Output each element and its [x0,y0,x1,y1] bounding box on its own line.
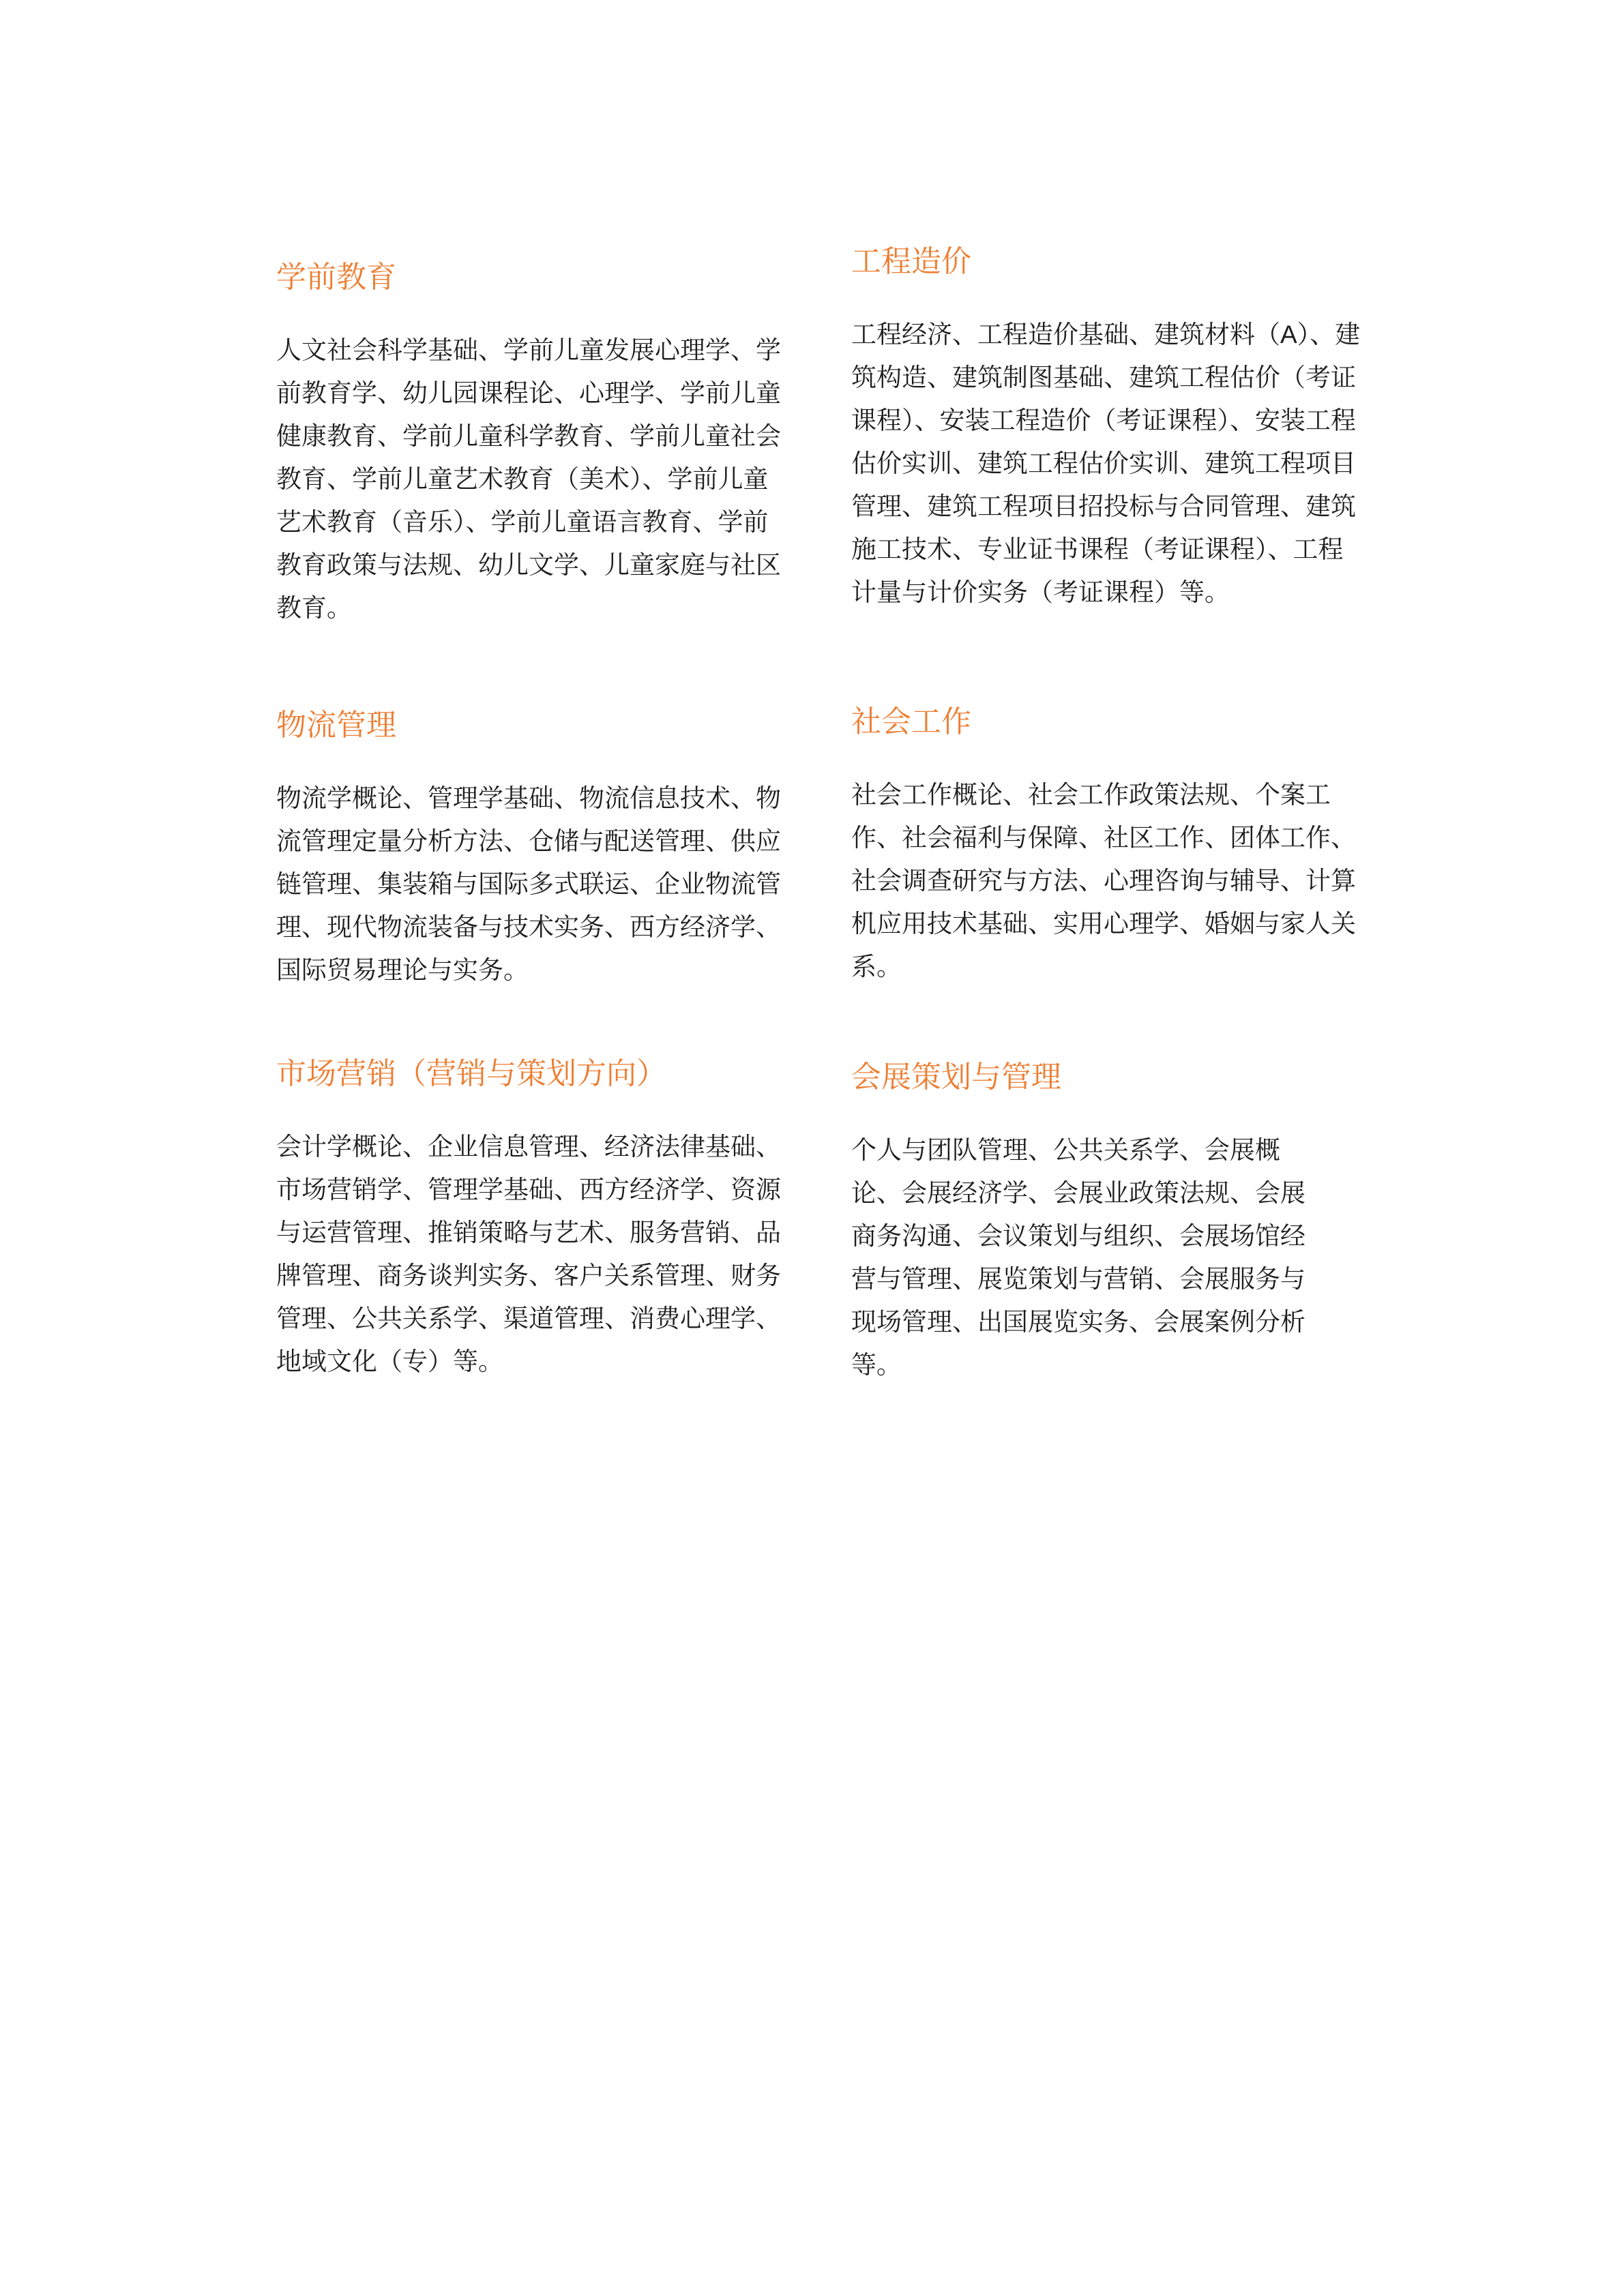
section-preschool-education [276,260,789,629]
section-social-work [851,707,1364,988]
section-engineering-cost [851,247,1364,614]
section-title-exhibition-planning: 会展策划与管理 [851,1060,1061,1094]
section-exhibition-planning [851,1062,1329,1386]
section-body-logistics-management: 物流学概论、管理学基础、物流信息技术、物流管理定量分析方法、仓储与配送管理、供应链管理、集装箱与国际多式联运、企业物流管理、现代物流装备与技术实务、西方经济学、国际贸易理论与实务。 [276,784,781,984]
section-body-social-work: 社会工作概论、社会工作政策法规、个案工作、社会福利与保障、社区工作、团体工作、社会调查研究与方法、心理咨询与辅导、计算机应用技术基础、实用心理学、婚姻与家人关系。 [851,781,1356,981]
section-body-exhibition-planning: 个人与团队管理、公共关系学、会展概论、会展经济学、会展业政策法规、会展商务沟通、会议策划与组织、会展场馆经营与管理、展览策划与营销、会展服务与现场管理、出国展览实务、会展案例分析等。 [851,1136,1305,1379]
section-body-marketing: 会计学概论、企业信息管理、经济法律基础、市场营销学、管理学基础、西方经济学、资源与运营管理、推销策略与艺术、服务营销、品牌管理、商务谈判实务、客户关系管理、财务管理、公共关系学、渠道管理、消费心理学、地域文化（专）等。 [276,1133,781,1375]
section-logistics-management [276,711,789,992]
section-title-logistics-management: 物流管理 [276,709,396,742]
section-title-preschool-education: 学前教育 [276,260,396,294]
section-marketing [276,1059,789,1383]
section-body-engineering-cost: 工程经济、工程造价基础、建筑材料（A）、建筑构造、建筑制图基础、建筑工程估价（考证课程）、安装工程造价（考证课程）、安装工程估价实训、建筑工程估价实训、建筑工程项目管理、建筑工程项目招投标与合同管理、建筑施工技术、专业证书课程（考证课程）、工程计量与计价实务（考证课程）等。 [851,320,1361,606]
section-title-marketing: 市场营销（营销与策划方向） [276,1057,666,1090]
section-body-preschool-education: 人文社会科学基础、学前儿童发展心理学、学前教育学、幼儿园课程论、心理学、学前儿童健康教育、学前儿童科学教育、学前儿童社会教育、学前儿童艺术教育（美术）、学前儿童艺术教育（音乐）、学前儿童语言教育、学前教育政策与法规、幼儿文学、儿童家庭与社区教育。 [276,336,781,622]
section-title-engineering-cost: 工程造价 [851,245,971,278]
section-title-social-work: 社会工作 [851,705,971,739]
